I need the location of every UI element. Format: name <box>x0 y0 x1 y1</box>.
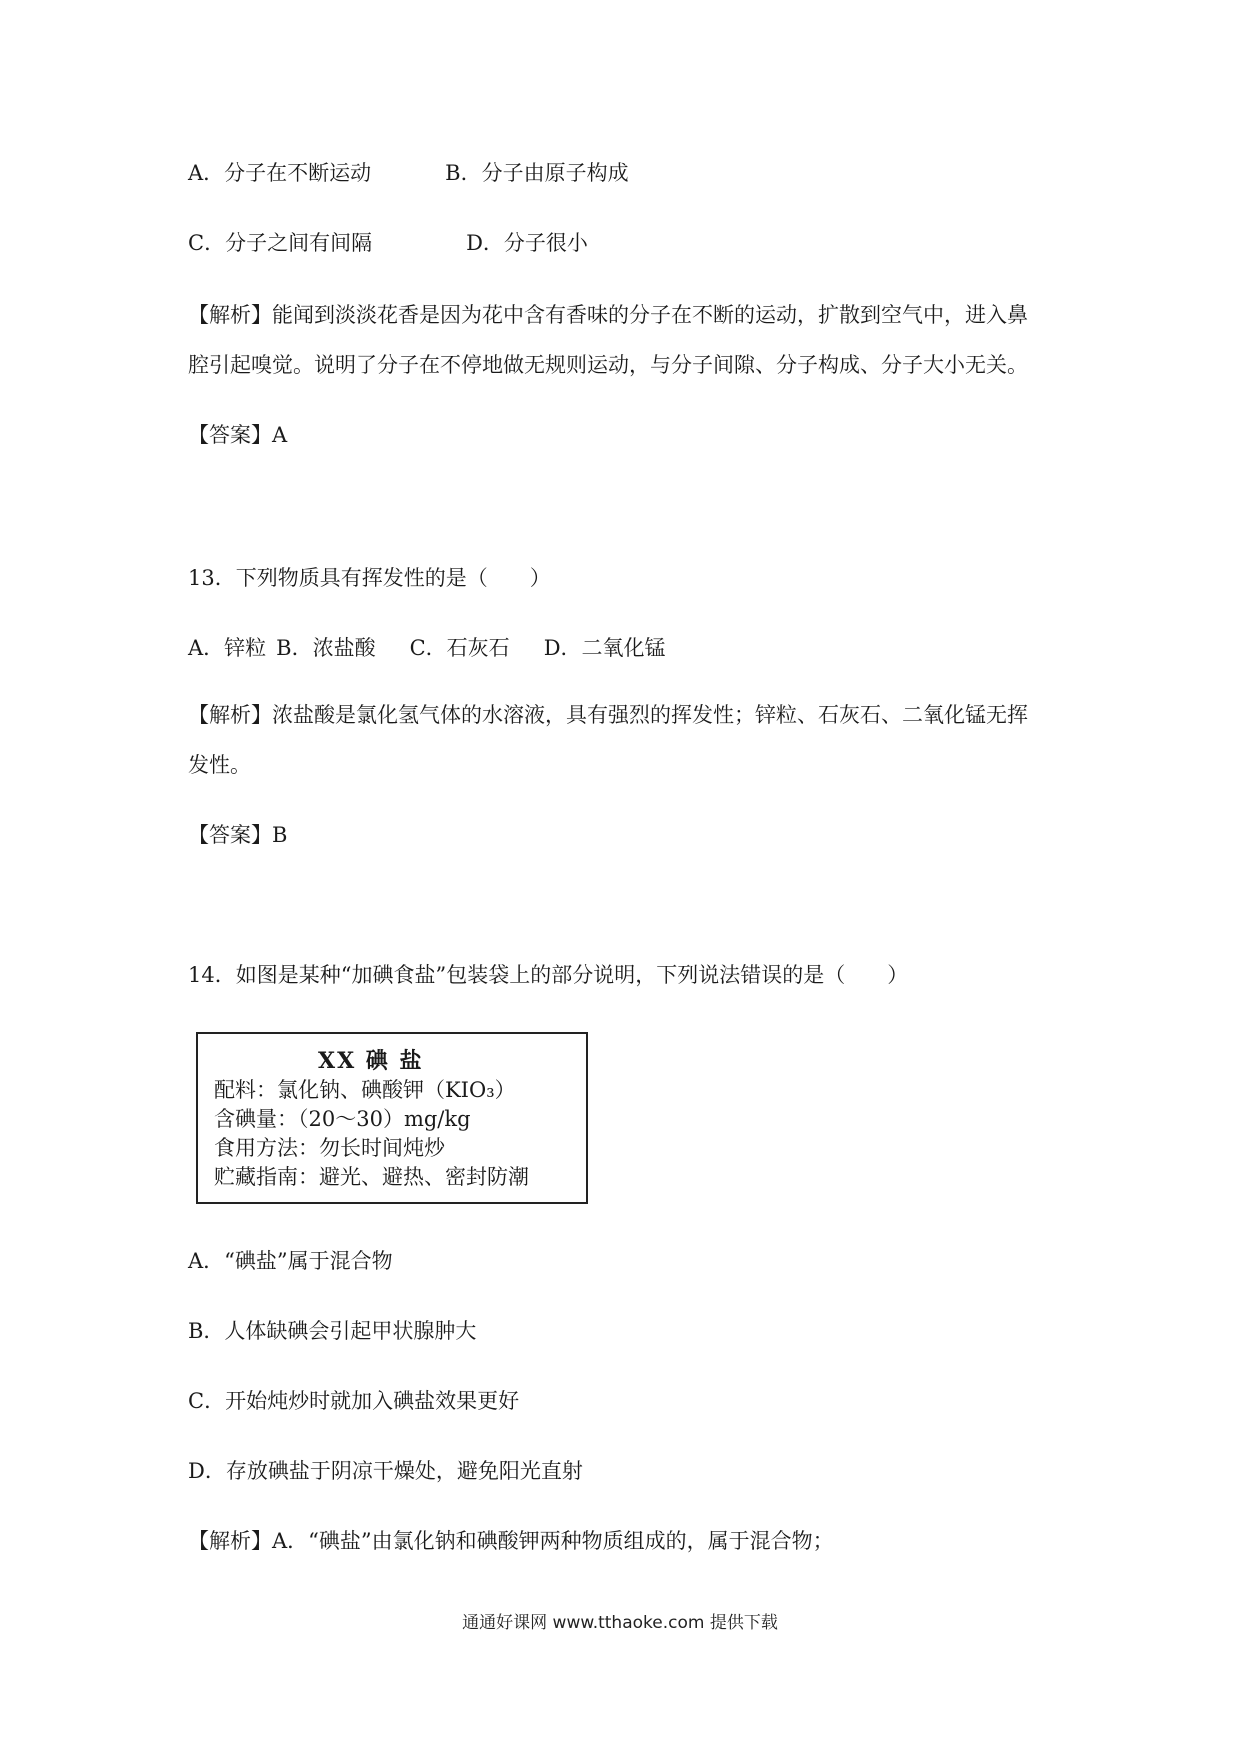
q13-option-b: B．浓盐酸 <box>276 636 376 660</box>
page-footer: 通通好课网 www.tthaoke.com 提供下载 <box>462 1613 778 1633</box>
q12-option-d: D．分子很小 <box>466 231 588 255</box>
q14-question: 14．如图是某种“加碘食盐”包装袋上的部分说明，下列说法错误的是（ ） <box>188 963 909 987</box>
q13-option-a: A．锌粒 <box>188 636 267 660</box>
label-usage: 食用方法：勿长时间炖炒 <box>214 1136 445 1160</box>
q13-option-c: C．石灰石 <box>409 636 510 660</box>
label-title: XX 碘 盐 <box>318 1048 424 1074</box>
q12-analysis-line-2: 腔引起嗅觉。说明了分子在不停地做无规则运动，与分子间隙、分子构成、分子大小无关。 <box>188 353 1028 377</box>
q14-option-b: B．人体缺碘会引起甲状腺肿大 <box>188 1319 477 1343</box>
q12-options-row-1 <box>188 158 629 188</box>
iodized-salt-label <box>196 1032 588 1204</box>
label-storage: 贮藏指南：避光、避热、密封防潮 <box>214 1165 529 1189</box>
q14-analysis-line-1: 【解析】A．“碘盐”由氯化钠和碘酸钾两种物质组成的，属于混合物； <box>188 1529 834 1553</box>
q12-option-b: B．分子由原子构成 <box>445 161 629 185</box>
q12-option-a: A．分子在不断运动 <box>188 161 372 185</box>
label-ingredients: 配料：氯化钠、碘酸钾（KIO₃） <box>214 1078 516 1102</box>
q13-option-d: D．二氧化锰 <box>543 636 666 660</box>
q12-option-c: C．分子之间有间隔 <box>188 231 373 255</box>
q14-option-a: A．“碘盐”属于混合物 <box>188 1249 393 1273</box>
q13-answer: 【答案】B <box>188 823 288 847</box>
q12-analysis-line-1: 【解析】能闻到淡淡花香是因为花中含有香味的分子在不断的运动，扩散到空气中，进入鼻 <box>188 303 1028 327</box>
q12-options-row-2 <box>188 228 588 258</box>
q14-option-c: C．开始炖炒时就加入碘盐效果更好 <box>188 1389 520 1413</box>
q13-analysis-line-1: 【解析】浓盐酸是氯化氢气体的水溶液，具有强烈的挥发性；锌粒、石灰石、二氧化锰无挥 <box>188 703 1028 727</box>
q12-answer: 【答案】A <box>188 423 288 447</box>
q14-option-d: D．存放碘盐于阴凉干燥处，避免阳光直射 <box>188 1459 583 1483</box>
q13-analysis-line-2: 发性。 <box>188 753 251 777</box>
q13-question: 13．下列物质具有挥发性的是（ ） <box>188 566 551 590</box>
label-iodine-content: 含碘量：（20～30）mg/kg <box>214 1107 471 1131</box>
q13-options-row <box>188 633 666 663</box>
